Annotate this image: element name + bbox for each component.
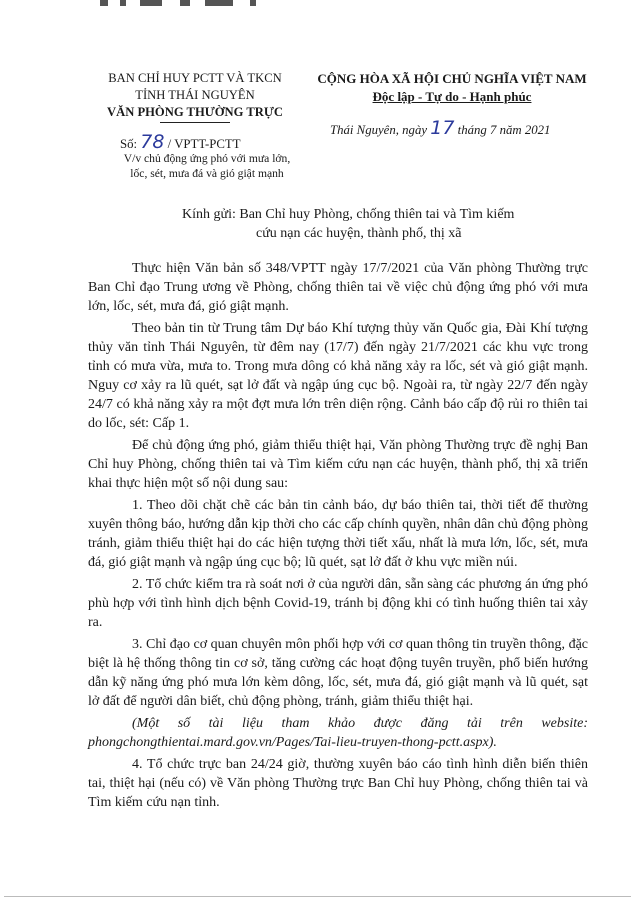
body-paragraph-1: Thực hiện Văn bản số 348/VPTT ngày 17/7/2021 của Văn phòng Thường trực Ban Chỉ đạo Trung ương về Phòng, chống thiên tai về việc chủ động ứng phó với mưa lớn, lốc, sét, mưa đá, gió giật mạnh.	[88, 261, 588, 314]
subject-line1: V/v chủ động ứng phó với mưa lớn,	[123, 152, 291, 165]
body-item-3: 3. Chỉ đạo cơ quan chuyên môn phối hợp với cơ quan thông tin truyền thông, đặc biệt là hệ thống thông tin cơ sở, tăng cường các hoạt động tuyên truyền, phổ biến hướng dẫn kỹ năng ứng phó mưa lớn kèm dông, lốc, sét, mưa đá, gió giật mạnh và lũ quét, sạt lở đất để người dân biết, chủ động phòng, tránh, giảm thiểu thiệt hại.	[88, 637, 588, 709]
date-suffix: tháng 7 năm 2021	[457, 123, 551, 137]
issuer-underline	[160, 122, 230, 123]
issuer-org-line1: BAN CHỈ HUY PCTT VÀ TKCN	[108, 71, 282, 85]
recipient-line1: Kính gửi: Ban Chỉ huy Phòng, chống thiên tai và Tìm kiếm	[182, 207, 515, 222]
date-prefix: Thái Nguyên, ngày	[330, 123, 428, 137]
issuer-org-line2: TỈNH THÁI NGUYÊN	[135, 88, 255, 102]
date-day-handwritten: 17	[430, 117, 455, 139]
body-item-2: 2. Tổ chức kiểm tra rà soát nơi ở của người dân, sẵn sàng các phương án ứng phó phù hợp với tình hình dịch bệnh Covid-19, tránh bị động khi có tình huống thiên tai xảy ra.	[88, 577, 588, 630]
subject-line2: lốc, sét, mưa đá và gió giật mạnh	[130, 167, 284, 180]
document-date	[330, 117, 550, 139]
document-subject	[102, 151, 312, 181]
body-paragraph-3: Để chủ động ứng phó, giảm thiểu thiệt hại, Văn phòng Thường trực đề nghị Ban Chỉ huy Phòng, chống thiên tai và Tìm kiếm cứu nạn các huyện, thành phố, thị xã triển khai thực hiện một số nội dung sau:	[88, 438, 588, 491]
body-item-4: 4. Tổ chức trực ban 24/24 giờ, thường xuyên báo cáo tình hình diễn biến thiên tai, thiệt hại (nếu có) về Văn phòng Thường trực Ban Chỉ huy Phòng, chống thiên tai và Tìm kiếm cứu nạn tỉnh.	[88, 757, 588, 810]
nation-title: CỘNG HÒA XÃ HỘI CHỦ NGHĨA VIỆT NAM	[317, 71, 587, 86]
body-reference-note: (Một số tài liệu tham khảo được đăng tải trên website: phongchongthientai.mard.gov.vn/Pages/Tai-lieu-truyen-thong-pctt.aspx).	[88, 716, 588, 750]
document-number-suffix: / VPTT-PCTT	[167, 137, 241, 151]
issuer-block	[88, 70, 302, 123]
document-body	[88, 259, 588, 815]
national-heading	[312, 70, 592, 106]
document-number-prefix: Số:	[120, 137, 138, 151]
document-number	[120, 131, 241, 153]
issuer-office: VĂN PHÒNG THƯỜNG TRỰC	[107, 105, 283, 119]
body-item-1: 1. Theo dõi chặt chẽ các bản tin cảnh báo, dự báo thiên tai, thời tiết để thường xuyên thông báo, hướng dẫn kịp thời cho các cấp chính quyền, nhân dân chủ động phòng tránh, giảm thiểu thiệt hại do các hiện tượng thời tiết xấu, nhất là mưa lớn, lốc, sét, mưa đá, gió giật mạnh và ngập úng cục bộ; lũ quét, sạt lở đất ở khu vực miền núi.	[88, 498, 588, 570]
recipient-block	[182, 205, 562, 243]
nation-motto: Độc lập - Tự do - Hạnh phúc	[372, 89, 532, 104]
scan-top-marks	[100, 0, 300, 6]
scan-bottom-edge	[4, 896, 631, 897]
body-paragraph-2: Theo bản tin từ Trung tâm Dự báo Khí tượng thủy văn Quốc gia, Đài Khí tượng thủy văn tỉnh Thái Nguyên, từ đêm nay (17/7) đến ngày 21/7/2021 các khu vực trong tỉnh có mưa vừa, mưa to. Trong mưa dông có khả năng xảy ra lốc, sét và gió giật mạnh. Nguy cơ xảy ra lũ quét, sạt lở đất và ngập úng cục bộ. Ngoài ra, từ ngày 22/7 đến ngày 24/7 có khả năng xảy ra một đợt mưa lớn trên diện rộng. Cảnh báo cấp độ rủi ro thiên tai do lốc, sét: Cấp 1.	[88, 321, 588, 431]
document-number-handwritten: 78	[140, 131, 165, 153]
recipient-line2: cứu nạn các huyện, thành phố, thị xã	[256, 226, 462, 241]
